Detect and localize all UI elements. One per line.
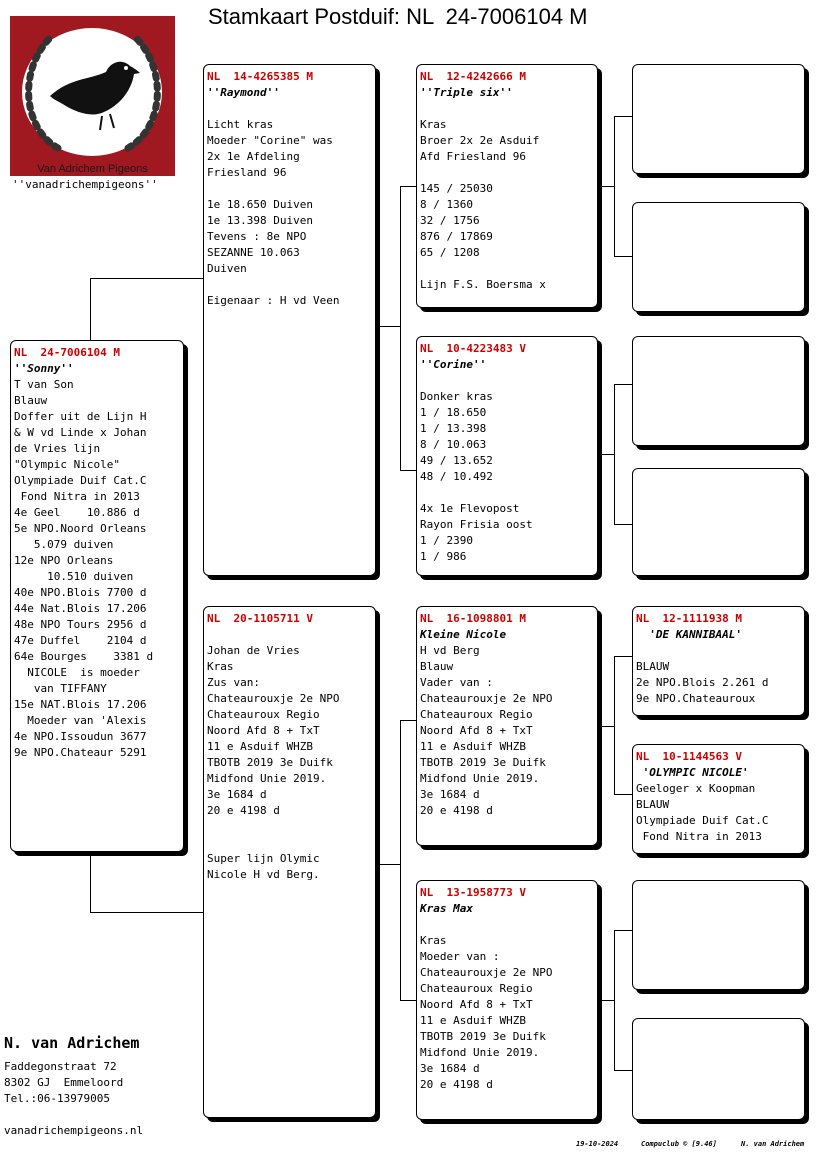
pigeon-info-line: 5.079 duiven xyxy=(14,538,114,551)
pigeon-card-father xyxy=(203,64,376,576)
pigeon-info-line: Geeloger x Koopman xyxy=(636,782,756,795)
connector-line xyxy=(614,794,633,795)
pigeon-info-line: Nicole H vd Berg. xyxy=(207,868,320,881)
owner-name: N. van Adrichem xyxy=(4,1034,140,1052)
pigeon-info-line xyxy=(207,277,372,293)
pigeon-info-line: 11 e Asduif WHZB xyxy=(207,740,313,753)
pigeon-info-line: Eigenaar : H vd Veen xyxy=(207,294,340,307)
pigeon-info-line: 20 e 4198 d xyxy=(420,804,493,817)
connector-line xyxy=(614,384,633,385)
ring-number: NL 13-1958773 V xyxy=(420,886,526,899)
pigeon-card-mf-father xyxy=(632,606,805,716)
connector-line xyxy=(598,186,614,187)
pigeon-info-line: 9e NPO.Chateaur 5291 xyxy=(14,746,147,759)
pigeon-info-line xyxy=(207,181,372,197)
pigeon-info-line: 1 / 13.398 xyxy=(420,422,487,435)
connector-line xyxy=(614,116,615,256)
connector-line xyxy=(90,912,204,913)
connector-line xyxy=(400,720,417,721)
ring-number: NL 14-4265385 M xyxy=(207,70,313,83)
pigeon-info-line: Doffer uit de Lijn H xyxy=(14,410,147,423)
pigeon-info-line: BLAUW xyxy=(636,798,670,811)
owner-phone: Tel.:06-13979005 xyxy=(4,1092,110,1105)
pigeon-info-line: 40e NPO.Blois 7700 d xyxy=(14,586,147,599)
pigeon-name: ''Triple six'' xyxy=(420,86,513,99)
logo xyxy=(10,16,175,176)
pigeon-card-mother-mother xyxy=(416,880,598,1120)
pigeon-info-line: Broer 2x 2e Asduif xyxy=(420,134,540,147)
ring-number: NL 24-7006104 M xyxy=(14,346,120,359)
pigeon-info-line: Lijn F.S. Boersma x xyxy=(420,278,546,291)
pigeon-info-line: 32 / 1756 xyxy=(420,214,480,227)
pigeon-info-line: Fond Nitra in 2013 xyxy=(636,830,762,843)
pigeon-info-line: Chateaurouxje 2e NPO xyxy=(420,966,553,979)
pigeon-card-empty xyxy=(632,1018,805,1120)
pigeon-card-mother-father xyxy=(416,606,598,846)
connector-line xyxy=(598,454,614,455)
ring-number: NL 16-1098801 M xyxy=(420,612,526,625)
pigeon-card-empty xyxy=(632,202,805,312)
owner-website: vanadrichempigeons.nl xyxy=(4,1124,144,1137)
pigeon-info-line: 4x 1e Flevopost xyxy=(420,502,520,515)
owner-city: 8302 GJ Emmeloord xyxy=(4,1076,124,1089)
pigeon-info-line: 4e NPO.Issoudun 3677 xyxy=(14,730,147,743)
connector-line xyxy=(376,326,400,327)
pigeon-info-line xyxy=(207,101,372,117)
pigeon-info-line: Blauw xyxy=(14,394,48,407)
pigeon-info-line: 8 / 1360 xyxy=(420,198,473,211)
pigeon-info-line xyxy=(207,835,372,851)
pigeon-info-line xyxy=(420,165,594,181)
pigeon-card-empty xyxy=(632,880,805,990)
pigeon-info-line: 1 / 986 xyxy=(420,550,467,563)
pigeon-name: Kleine Nicole xyxy=(420,628,507,641)
connector-line xyxy=(614,524,633,525)
pigeon-info-line: 1 / 2390 xyxy=(420,534,473,547)
connector-line xyxy=(598,726,614,727)
pigeon-info-line: Super lijn Olymic xyxy=(207,852,320,865)
pigeon-info-line: TBOTB 2019 3e Duifk xyxy=(420,1030,546,1043)
connector-line xyxy=(614,116,633,117)
pigeon-info-line: T van Son xyxy=(14,378,74,391)
pigeon-wreath-icon xyxy=(10,16,175,176)
pigeon-info-line: 20 e 4198 d xyxy=(207,804,280,817)
pigeon-info-line: Duiven xyxy=(207,262,247,275)
footer-software: Compuclub © [9.46] xyxy=(641,1140,717,1148)
connector-line xyxy=(614,1070,633,1071)
pigeon-info-line: Olympiade Duif Cat.C xyxy=(14,474,147,487)
pigeon-info-line xyxy=(207,819,372,835)
pigeon-info-line xyxy=(420,917,594,933)
connector-line xyxy=(614,656,633,657)
pigeon-info-line: Noord Afd 8 + TxT xyxy=(420,724,533,737)
connector-line xyxy=(614,656,615,794)
pigeon-info-line xyxy=(420,261,594,277)
pigeon-info-line: 20 e 4198 d xyxy=(420,1078,493,1091)
pigeon-info-line: 11 e Asduif WHZB xyxy=(420,1014,526,1027)
connector-line xyxy=(614,930,633,931)
pigeon-info-line xyxy=(420,101,594,117)
pigeon-info-line: Moeder "Corine" was xyxy=(207,134,333,147)
connector-line xyxy=(90,852,91,912)
pigeon-info-line: 44e Nat.Blois 17.206 xyxy=(14,602,147,615)
pigeon-card-subject xyxy=(10,340,184,852)
owner-street: Faddegonstraat 72 xyxy=(4,1060,117,1073)
pigeon-info-line: Blauw xyxy=(420,660,454,673)
connector-line xyxy=(400,186,417,187)
pigeon-info-line: Fond Nitra in 2013 xyxy=(14,490,140,503)
ring-number: NL 10-1144563 V xyxy=(636,750,742,763)
pigeon-name: 'DE KANNIBAAL' xyxy=(636,628,742,641)
pigeon-name: 'OLYMPIC NICOLE' xyxy=(636,766,749,779)
pigeon-name: ''Corine'' xyxy=(420,358,487,371)
pigeon-info-line: Tevens : 8e NPO xyxy=(207,230,307,243)
pigeon-info-line: Friesland 96 xyxy=(207,166,287,179)
pigeon-info-line: 12e NPO Orleans xyxy=(14,554,114,567)
pigeon-info-line: Johan de Vries xyxy=(207,644,300,657)
pigeon-info-line: 876 / 17869 xyxy=(420,230,493,243)
pigeon-info-line: Moeder van 'Alexis xyxy=(14,714,147,727)
pigeon-info-line xyxy=(207,627,372,643)
pigeon-info-line: BLAUW xyxy=(636,660,670,673)
pigeon-info-line: Zus van: xyxy=(207,676,260,689)
pigeon-info-line: TBOTB 2019 3e Duifk xyxy=(420,756,546,769)
pigeon-info-line: Noord Afd 8 + TxT xyxy=(420,998,533,1011)
ring-number: NL 10-4223483 V xyxy=(420,342,526,355)
pigeon-info-line: Donker kras xyxy=(420,390,493,403)
pigeon-name: ''Raymond'' xyxy=(207,86,280,99)
pigeon-info-line: de Vries lijn xyxy=(14,442,101,455)
ring-number: NL 12-4242666 M xyxy=(420,70,526,83)
pigeon-info-line: 11 e Asduif WHZB xyxy=(420,740,526,753)
pigeon-info-line: Moeder van : xyxy=(420,950,500,963)
pigeon-card-empty xyxy=(632,64,805,174)
pigeon-info-line: 1e 13.398 Duiven xyxy=(207,214,313,227)
pigeon-info-line: Olympiade Duif Cat.C xyxy=(636,814,769,827)
pigeon-info-line: 48 / 10.492 xyxy=(420,470,493,483)
pigeon-info-line: Chateaurouxje 2e NPO xyxy=(207,692,340,705)
footer-date: 19-10-2024 xyxy=(576,1140,619,1148)
pigeon-info-line xyxy=(636,643,801,659)
pigeon-info-line: 65 / 1208 xyxy=(420,246,480,259)
connector-line xyxy=(376,864,400,865)
pigeon-info-line: 5e NPO.Noord Orleans xyxy=(14,522,147,535)
logo-quote: ''vanadrichempigeons'' xyxy=(12,178,158,191)
pigeon-info-line: 1 / 18.650 xyxy=(420,406,487,419)
connector-line xyxy=(400,720,401,1000)
pigeon-info-line: Noord Afd 8 + TxT xyxy=(207,724,320,737)
pigeon-info-line: 64e Bourges 3381 d xyxy=(14,650,154,663)
connector-line xyxy=(598,1000,614,1001)
ring-number: NL 20-1105711 V xyxy=(207,612,313,625)
logo-caption: Van Adrichem Pigeons xyxy=(37,163,148,175)
connector-line xyxy=(400,470,417,471)
pigeon-card-empty xyxy=(632,336,805,446)
pigeon-card-father-father xyxy=(416,64,598,308)
pigeon-info-line: & W vd Linde x Johan xyxy=(14,426,147,439)
pigeon-info-line: 2e NPO.Blois 2.261 d xyxy=(636,676,769,689)
pigeon-card-mf-mother xyxy=(632,744,805,854)
page-title: Stamkaart Postduif: NL 24-7006104 M xyxy=(208,4,588,29)
connector-line xyxy=(614,384,615,524)
pigeon-info-line: 10.510 duiven xyxy=(14,570,134,583)
pigeon-name: ''Sonny'' xyxy=(14,362,74,375)
connector-line xyxy=(400,186,401,470)
pigeon-info-line: 9e NPO.Chateauroux xyxy=(636,692,756,705)
pigeon-info-line: van TIFFANY xyxy=(14,682,107,695)
pigeon-info-line: Kras xyxy=(420,934,447,947)
pigeon-info-line: 15e NAT.Blois 17.206 xyxy=(14,698,147,711)
pigeon-info-line: Chateauroux Regio xyxy=(207,708,320,721)
pigeon-card-mother xyxy=(203,606,376,1118)
pigeon-info-line: 48e NPO Tours 2956 d xyxy=(14,618,147,631)
pigeon-info-line: Chateauroux Regio xyxy=(420,982,533,995)
pigeon-info-line: Kras xyxy=(420,118,447,131)
pigeon-name: Kras Max xyxy=(420,902,473,915)
connector-line xyxy=(90,278,91,340)
pigeon-info-line: Midfond Unie 2019. xyxy=(420,1046,540,1059)
pigeon-info-line: Chateaurouxje 2e NPO xyxy=(420,692,553,705)
pigeon-info-line: 3e 1684 d xyxy=(420,1062,480,1075)
pigeon-card-empty xyxy=(632,468,805,576)
pigeon-info-line: Vader van : xyxy=(420,676,493,689)
pigeon-info-line: Licht kras xyxy=(207,118,274,131)
connector-line xyxy=(400,1000,417,1001)
pigeon-info-line: Afd Friesland 96 xyxy=(420,150,526,163)
pigeon-info-line: 3e 1684 d xyxy=(207,788,267,801)
footer-author: N. van Adrichem xyxy=(741,1140,805,1148)
connector-line xyxy=(614,930,615,1070)
pigeon-info-line: SEZANNE 10.063 xyxy=(207,246,300,259)
pigeon-info-line: Kras xyxy=(207,660,234,673)
pigeon-card-father-mother xyxy=(416,336,598,576)
pigeon-info-line: 8 / 10.063 xyxy=(420,438,487,451)
pigeon-info-line: Midfond Unie 2019. xyxy=(420,772,540,785)
pigeon-info-line: NICOLE is moeder xyxy=(14,666,140,679)
connector-line xyxy=(90,278,204,279)
pigeon-info-line: Midfond Unie 2019. xyxy=(207,772,327,785)
pigeon-info-line: 4e Geel 10.886 d xyxy=(14,506,140,519)
pigeon-info-line: Chateauroux Regio xyxy=(420,708,533,721)
pigeon-info-line: "Olympic Nicole" xyxy=(14,458,120,471)
connector-line xyxy=(614,256,633,257)
pigeon-info-line: 145 / 25030 xyxy=(420,182,493,195)
pigeon-info-line: TBOTB 2019 3e Duifk xyxy=(207,756,333,769)
pigeon-info-line: 2x 1e Afdeling xyxy=(207,150,300,163)
pigeon-info-line: 3e 1684 d xyxy=(420,788,480,801)
pigeon-info-line: 47e Duffel 2104 d xyxy=(14,634,147,647)
pigeon-info-line: 1e 18.650 Duiven xyxy=(207,198,313,211)
pigeon-info-line xyxy=(420,485,594,501)
pigeon-info-line: Rayon Frisia oost xyxy=(420,518,533,531)
pigeon-info-line xyxy=(420,373,594,389)
pigeon-info-line: 49 / 13.652 xyxy=(420,454,493,467)
ring-number: NL 12-1111938 M xyxy=(636,612,742,625)
pigeon-info-line: H vd Berg xyxy=(420,644,480,657)
